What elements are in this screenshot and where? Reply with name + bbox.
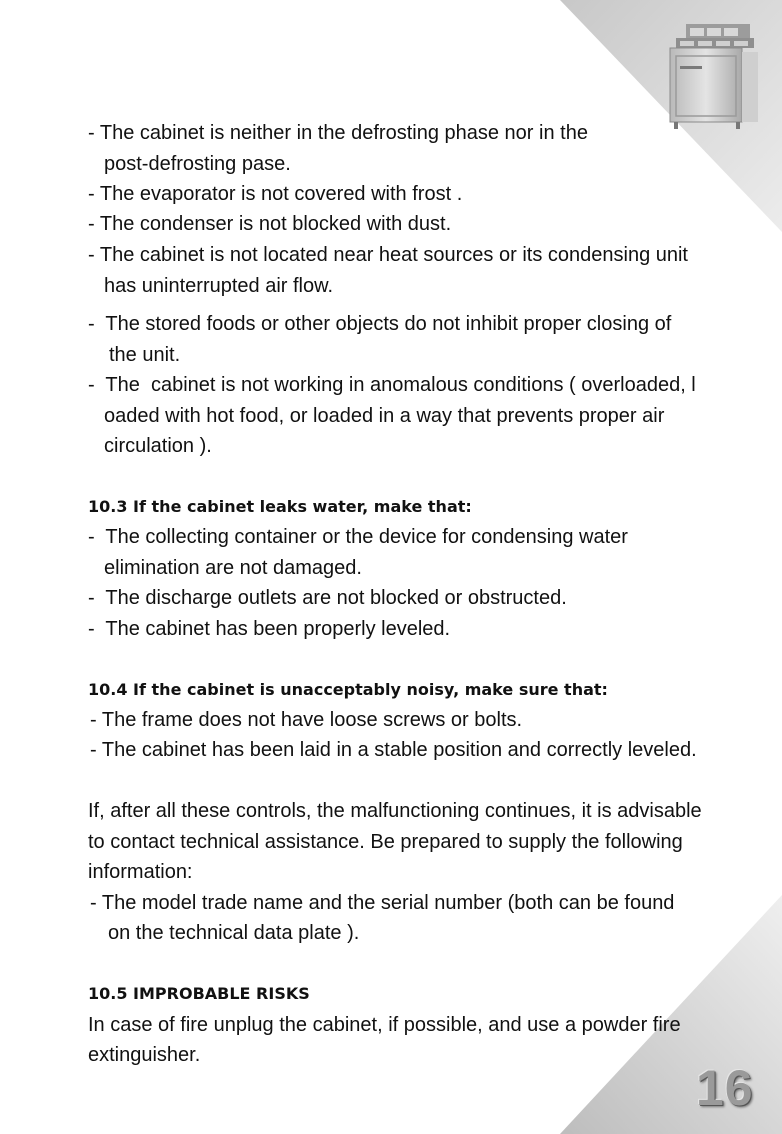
- section-10-4-line: - The frame does not have loose screws or bolts.: [90, 709, 523, 731]
- block1-line: post-defrosting pase.: [104, 153, 291, 175]
- section-10-4-line: - The cabinet has been laid in a stable position and correctly leveled.: [90, 739, 697, 761]
- block1-line: - The cabinet is not working in anomalous conditions ( overloaded, l: [88, 374, 696, 396]
- block1-line: has uninterrupted air flow.: [104, 275, 334, 297]
- section-10-5-line: extinguisher.: [88, 1044, 201, 1066]
- section-10-3-line: - The cabinet has been properly leveled.: [88, 618, 451, 640]
- block1-line: - The cabinet is neither in the defrosting phase nor in the: [88, 122, 588, 144]
- block1-line: the unit.: [109, 344, 181, 366]
- section-10-3-line: - The discharge outlets are not blocked or obstructed.: [88, 587, 567, 609]
- section-10-5-line: In case of fire unplug the cabinet, if possible, and use a powder fire: [88, 1014, 681, 1036]
- block1-line: - The condenser is not blocked with dust.: [88, 213, 452, 235]
- assistance-line: If, after all these controls, the malfunctioning continues, it is advisable: [88, 800, 702, 822]
- section-10-3-line: elimination are not damaged.: [104, 557, 362, 579]
- section-10-3-line: - The collecting container or the device for condensing water: [88, 526, 628, 548]
- section-10-4-heading: 10.4 If the cabinet is unacceptably noisy, make sure that:: [88, 680, 608, 699]
- assistance-line: information:: [88, 861, 193, 883]
- section-10-3-heading: 10.3 If the cabinet leaks water, make that:: [88, 497, 472, 516]
- block1-line: - The evaporator is not covered with frost .: [88, 183, 463, 205]
- block1-line: - The stored foods or other objects do not inhibit proper closing of: [88, 313, 672, 335]
- assistance-line: - The model trade name and the serial number (both can be found: [90, 892, 675, 914]
- block1-line: circulation ).: [104, 435, 212, 457]
- section-10-5-heading: 10.5 IMPROBABLE RISKS: [88, 984, 310, 1003]
- page-number: 16: [696, 1060, 754, 1116]
- block1-line: - The cabinet is not located near heat sources or its condensing unit: [88, 244, 688, 266]
- assistance-line: to contact technical assistance. Be prepared to supply the following: [88, 831, 683, 853]
- assistance-line: on the technical data plate ).: [108, 922, 360, 944]
- block1-line: oaded with hot food, or loaded in a way that prevents proper air: [104, 405, 665, 427]
